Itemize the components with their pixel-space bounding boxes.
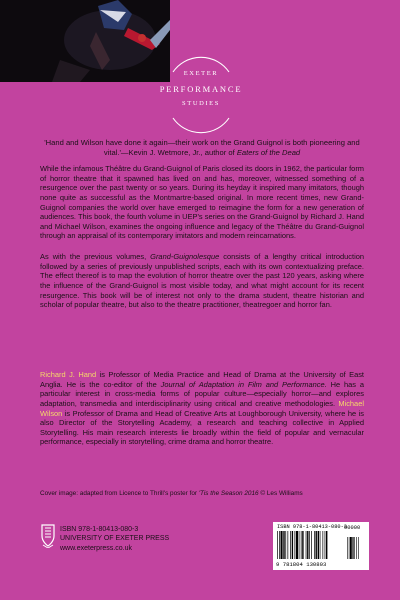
barcode-addon-bar	[354, 537, 355, 559]
barcode-bars	[277, 531, 365, 561]
barcode-bar	[295, 531, 296, 559]
bio-part-3: is Professor of Drama and Head of Creative Arts at Loughborough University, where he is also Director of the Storytelling Academy, a research and teaching collective in Applied Storytelling. His main research interests lie broadly within the field of popular and vernacular performance, especially in storytelling, crime drama and horror theatre.	[40, 408, 364, 447]
barcode-bar	[290, 531, 291, 559]
cover-photo	[0, 0, 170, 82]
series-logo-bottom: STUDIES	[182, 100, 220, 107]
barcode-isbn-label: ISBN 978-1-80413-080-3	[277, 524, 347, 530]
barcode-bar	[283, 531, 284, 559]
series-logo-top: EXETER	[183, 70, 219, 77]
credit-title: 'Tis the Season 2016	[198, 490, 259, 497]
publisher-info	[60, 525, 169, 553]
barcode-addon-bar	[350, 537, 352, 559]
cover-image-credit	[40, 490, 370, 498]
book-title: Grand-Guignolesque	[150, 252, 220, 261]
barcode-bar	[299, 531, 300, 559]
barcode-bar	[307, 531, 308, 559]
barcode-price-code: 90000	[344, 525, 361, 531]
barcode-bar	[285, 531, 286, 559]
author-name-2: Michael Wilson	[40, 398, 364, 418]
bio-part-2: . He has a particular interest in cross-media forms of popular culture—especially horror—and explores adaptation, transmedia and interdisciplinarity using critical and creative methodologies.	[40, 379, 364, 408]
author-bio-paragraph	[40, 370, 364, 447]
author-name-1: Richard J. Hand	[40, 370, 97, 379]
barcode-bar	[296, 531, 298, 559]
barcode-bar	[326, 531, 327, 559]
quote-source-title: Eaters of the Dead	[236, 147, 301, 157]
barcode-bar	[320, 531, 321, 559]
barcode-bar	[301, 531, 302, 559]
barcode-addon-bar	[358, 537, 359, 559]
barcode-addon-bar	[349, 537, 350, 559]
barcode-number: 9 781804 130803	[276, 561, 327, 568]
barcode-bar	[288, 531, 289, 559]
barcode-bar	[314, 531, 315, 559]
barcode-bar	[311, 531, 312, 559]
publisher-name: UNIVERSITY OF EXETER PRESS	[60, 535, 170, 543]
description-paragraph-2	[40, 252, 364, 310]
publisher-isbn: ISBN 978-1-80413-080-3	[60, 526, 139, 533]
journal-title: Journal of Adaptation in Film and Performance	[160, 379, 325, 389]
series-logo-circle-icon	[156, 48, 246, 144]
barcode	[273, 522, 369, 570]
barcode-bar	[306, 531, 307, 559]
barcode-bar	[281, 531, 283, 559]
barcode-addon-bar	[347, 537, 348, 559]
barcode-bar	[292, 531, 293, 559]
barcode-bar	[279, 531, 280, 559]
barcode-bar	[302, 531, 303, 559]
series-logo	[156, 48, 246, 144]
bio-part-1: is Professor of Media Practice and Head of Drama at the University of East Anglia. He is the co-editor of the	[40, 370, 365, 389]
barcode-bar	[318, 531, 319, 559]
barcode-bar	[323, 531, 324, 559]
publisher-website: www.exeterpress.co.uk	[60, 544, 132, 552]
endorsement-quote	[40, 138, 364, 158]
series-logo-middle: PERFORMANCE	[159, 84, 243, 94]
barcode-bar	[325, 531, 326, 559]
paragraph2-body: consists of a lengthy critical introduction followed by a series of previously unpublished scripts, each with its own contextualizing preface. The effect thereof is to map the evolution of horror theatre over the past 120 years, asking where the influence of the Grand-Guignol is most visible today, and what might account for its recent resurgence. This book will be of interest not only to the drama student, theatre historian and scholar of popular theatre, but also to the theatre practitioner, theatregoer and horror fan.	[40, 252, 364, 310]
barcode-bar	[316, 531, 317, 559]
credit-prefix: Cover image: adapted from Licence to Thrill's poster for	[40, 490, 199, 497]
quote-text: 'Hand and Wilson have done it again—their work on the Grand Guignol is both pioneering and vital.'—Kevin J. Wetmore, Jr., author of	[44, 138, 360, 157]
description-paragraph-1: While the infamous Théâtre du Grand-Guignol of Paris closed its doors in 1962, the particular form of horror theatre that it spawned has lived on and has, moreover, witnessed something of a resurgence over the past twenty or so years. During its heyday it inspired many imitators, though none quite as successful as the Montmartre-based original. In more recent times, new Grand-Guignol companies the world over have emerged to reimagine the form for a new generation of audiences. This book, the fourth volume in UEP's series on the Grand-Guignol by Richard J. Hand and Michael Wilson, examines the ongoing influence and legacy of the Théâtre du Grand-Guignol through an appraisal of its contemporary imitators and modern reincarnations.	[40, 164, 364, 241]
barcode-bar	[309, 531, 310, 559]
publisher-shield-icon	[40, 524, 56, 548]
paragraph2-intro: As with the previous volumes,	[40, 252, 151, 261]
barcode-bar	[277, 531, 278, 559]
credit-suffix: © Les Williams	[258, 490, 303, 497]
barcode-addon-bar	[352, 537, 353, 559]
barcode-addon-bar	[356, 537, 357, 559]
